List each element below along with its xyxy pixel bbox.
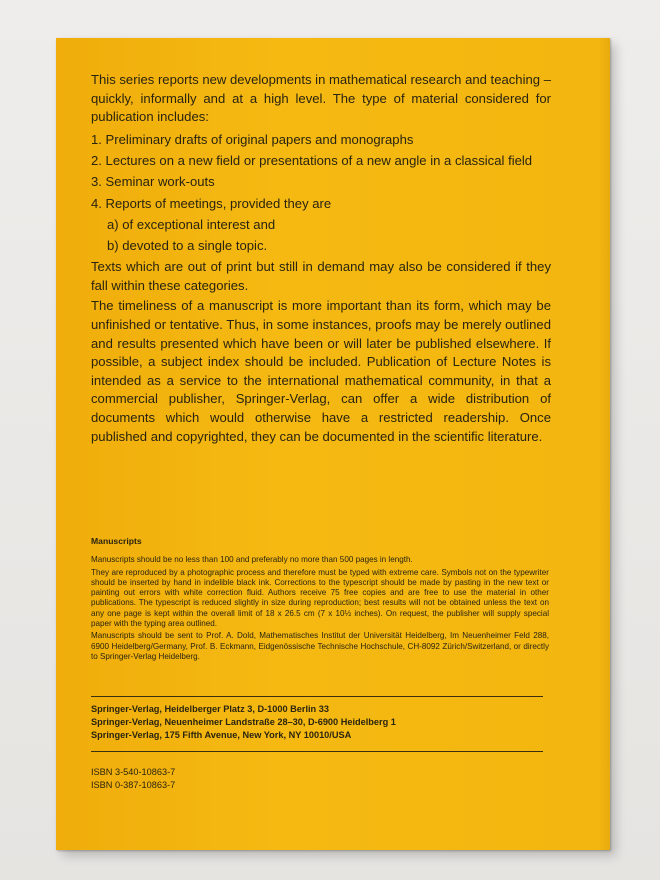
manuscripts-reproduction: They are reproduced by a photographic process and therefore must be typed with extreme care. Symbols not on the typewriter should be inserted by hand in indelible black ink. Corrections to the typescript should be made by pasting in the new text or painting out errors with white correction fluid. Authors receive 75 free copies and are free to use the material in other publications. The typescript is reduced slightly in size during reproduction; best results will not be obtained unless the text on any one page is kept within the overall limit of 18 x 26.5 cm (7 x 10½ inches). On request, the publisher will supply special paper with the typing area outlined. — [91, 567, 549, 629]
material-item: 2. Lectures on a new field or presentations of a new angle in a classical field — [91, 153, 533, 169]
material-item: 3. Seminar work-outs — [91, 174, 215, 190]
material-item: 1. Preliminary drafts of original papers and monographs — [91, 131, 414, 147]
divider-top — [91, 696, 543, 697]
cover-edge-shadow — [598, 38, 610, 850]
divider-bottom — [91, 751, 543, 752]
address-line: Springer-Verlag, 175 Fifth Avenue, New York, NY 10010/USA — [91, 730, 352, 741]
condition-item: a) of exceptional interest and — [107, 216, 276, 232]
series-description — [91, 71, 551, 448]
manuscripts-submission: Manuscripts should be sent to Prof. A. Dold, Mathematisches Institut der Universität Heidelberg, Im Neuenheimer Feld 288, 6900 Heidelberg/Germany, Prof. B. Eckmann, Eidgenössische Technische Hochschule, CH-8092 Zürich/Switzerland, or directly to Springer-Verlag Heidelberg. — [91, 631, 549, 661]
material-item-text: 4. Reports of meetings, provided they are — [91, 195, 332, 211]
manuscripts-length: Manuscripts should be no less than 100 and preferably no more than 500 pages in length. — [91, 555, 413, 565]
intro-paragraph: This series reports new developments in mathematical research and teaching – quickly, informally and at a high level. The type of material considered for publication includes: — [91, 72, 551, 125]
isbn-block — [91, 766, 391, 792]
address-line: Springer-Verlag, Heidelberger Platz 3, D-1000 Berlin 33 — [91, 704, 329, 714]
book-back-cover — [56, 38, 610, 850]
timeliness-paragraph: The timeliness of a manuscript is more important than its form, which may be unfinished or tentative. Thus, in some instances, proofs may be merely outlined and results presented which have been or will later be published elsewhere. If possible, a subject index should be included. Publication of Lecture Notes is intended as a service to the international mathematical community, in that a commercial publisher, Springer-Verlag, can offer a wide distribution of documents which would otherwise have a restricted readership. Once published and copyrighted, they can be documented in the scientific literature. — [91, 298, 551, 444]
isbn-line: ISBN 3-540-10863-7 — [91, 767, 176, 777]
material-item — [91, 195, 551, 256]
material-list — [91, 131, 551, 256]
manuscripts-heading: Manuscripts — [91, 536, 142, 546]
publisher-addresses — [91, 703, 543, 743]
condition-item: b) devoted to a single topic. — [107, 238, 268, 253]
isbn-line: ISBN 0-387-10863-7 — [91, 780, 176, 791]
manuscripts-section — [91, 536, 549, 664]
out-of-print-paragraph: Texts which are out of print but still in demand may also be considered if they fall within these categories. — [91, 259, 551, 293]
meeting-conditions — [91, 216, 551, 256]
address-line: Springer-Verlag, Neuenheimer Landstraße 28–30, D-6900 Heidelberg 1 — [91, 717, 396, 728]
